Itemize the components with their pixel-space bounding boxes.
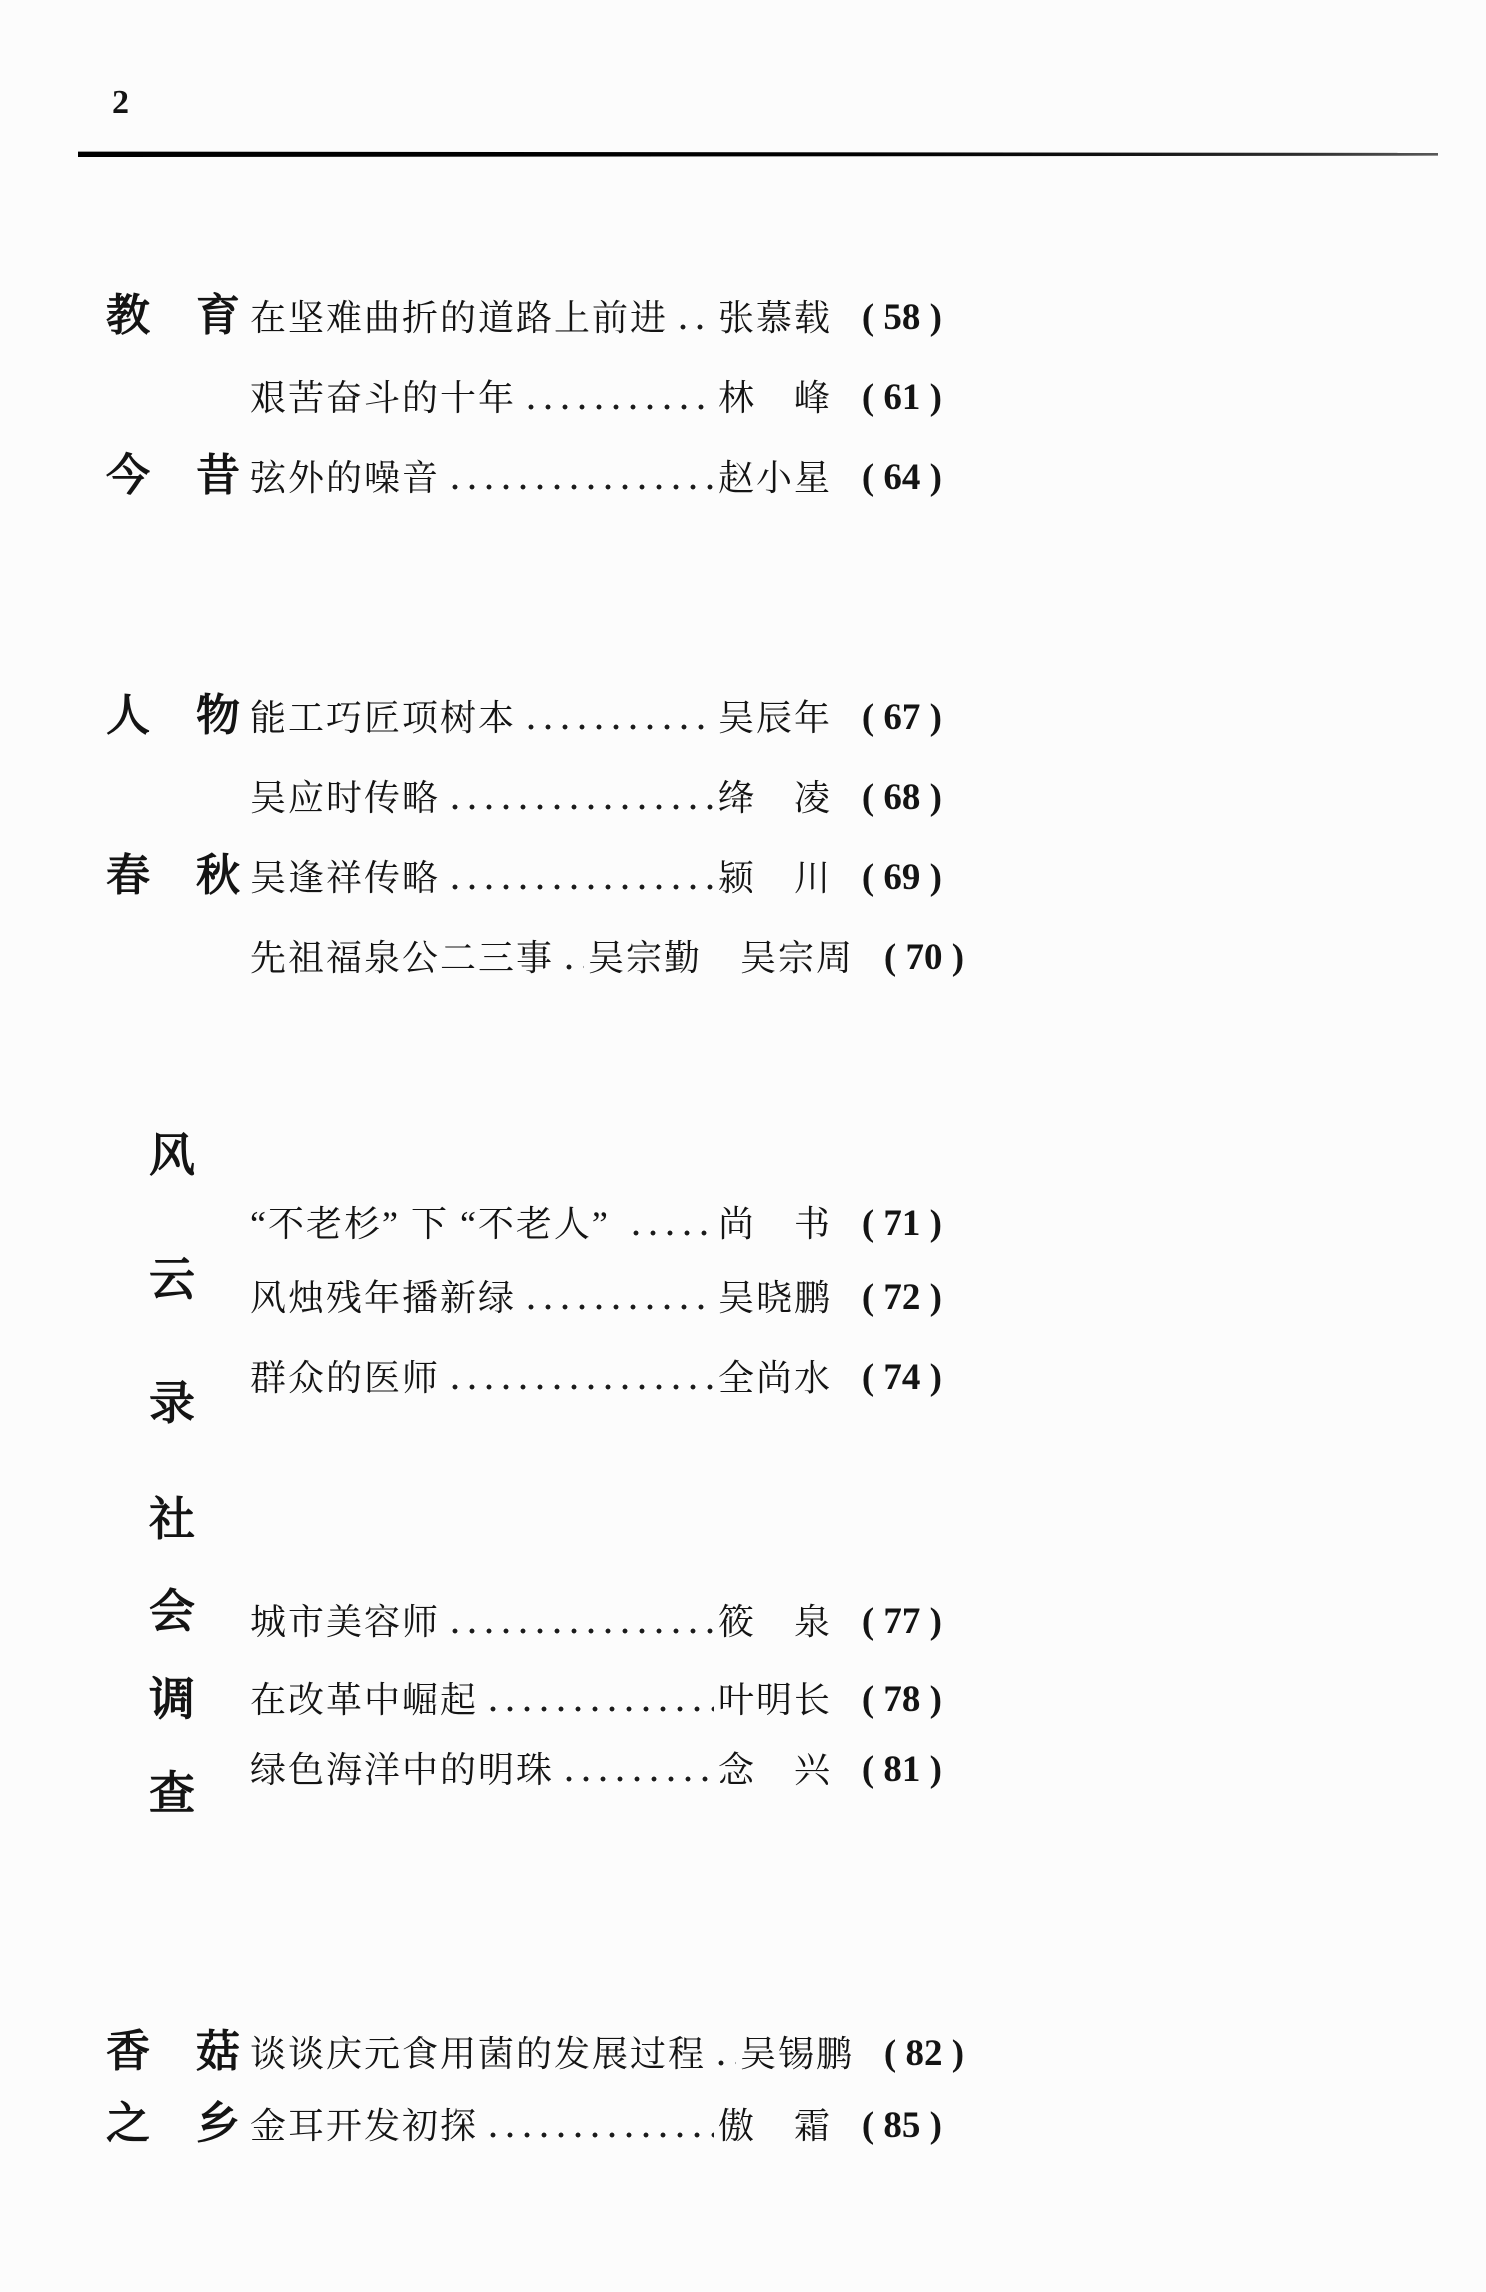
entry-title: 群众的医师 [250, 1357, 441, 1398]
entry-page-number: ( 64 ) [861, 457, 942, 499]
entry-author: 吴锡鹏 [740, 2033, 855, 2074]
entry-page-number: ( 68 ) [861, 777, 942, 819]
entry-title: 谈谈庆元食用菌的发展过程 [250, 2033, 707, 2074]
entry-page-number: ( 67 ) [861, 697, 942, 739]
toc-entry-row [250, 768, 942, 820]
section-label-lu: 录 [149, 1377, 195, 1429]
toc-entry-row [250, 368, 942, 420]
section-label-jinxi: 今 昔 [106, 451, 241, 500]
entry-title: 先祖福泉公二三事 [250, 937, 555, 978]
entry-title: 吴应时传略 [250, 777, 441, 818]
dot-leader [448, 1627, 714, 1635]
entry-author: 念 兴 [717, 1749, 832, 1790]
toc-entry-row [250, 848, 942, 900]
section-label-renwu: 人 物 [106, 691, 241, 740]
entry-page-number: ( 70 ) [883, 937, 965, 979]
dot-leader [448, 1383, 714, 1391]
toc-entry-row [250, 288, 942, 340]
toc-entry-row [250, 2096, 942, 2148]
entry-title: 吴逢祥传略 [250, 857, 441, 898]
entry-author: 傲 霜 [717, 2105, 832, 2146]
dot-leader [524, 723, 714, 731]
section-label-cha: 查 [149, 1767, 195, 1819]
divider-rule [78, 151, 1438, 157]
entry-page-number: ( 69 ) [861, 857, 942, 899]
dot-leader [714, 2059, 736, 2067]
entry-author: 吴辰年 [717, 697, 832, 738]
page-number: 2 [112, 84, 129, 121]
entry-author: 绛 凌 [717, 777, 832, 818]
entry-title: 在改革中崛起 [250, 1679, 479, 1720]
dot-leader [562, 1775, 714, 1783]
toc-entry-row [250, 2024, 965, 2076]
section-label-she: 社 [149, 1493, 195, 1545]
entry-author: 吴宗勤 吴宗周 [588, 937, 855, 978]
entry-page-number: ( 72 ) [861, 1277, 942, 1319]
section-label-chunqiu: 春 秋 [106, 851, 241, 900]
toc-entry-row [250, 1670, 942, 1722]
toc-entry-row [250, 1194, 942, 1246]
entry-author: 筱 泉 [717, 1601, 832, 1642]
entry-author: 颍 川 [717, 857, 832, 898]
toc-entry-row [250, 1592, 942, 1644]
toc-entry-row [250, 928, 965, 980]
section-label-jiaoyu: 教 育 [106, 291, 241, 340]
entry-author: 林 峰 [717, 377, 832, 418]
toc-entry-row [250, 1740, 942, 1792]
entry-title: 风烛残年播新绿 [250, 1277, 517, 1318]
entry-author: 赵小星 [717, 457, 832, 498]
section-label-diao: 调 [149, 1673, 195, 1725]
entry-page-number: ( 71 ) [861, 1203, 942, 1245]
dot-leader [486, 1705, 714, 1713]
entry-author: 吴晓鹏 [717, 1277, 832, 1318]
entry-author: 尚 书 [717, 1203, 832, 1244]
entry-title: 金耳开发初探 [250, 2105, 479, 2146]
entry-author: 全尚水 [717, 1357, 832, 1398]
section-label-hui: 会 [149, 1585, 195, 1637]
toc-entry-row [250, 448, 942, 500]
toc-entry-row [250, 1268, 942, 1320]
section-label-feng: 风 [149, 1129, 195, 1181]
entry-page-number: ( 85 ) [861, 2105, 942, 2147]
dot-leader [486, 2131, 714, 2139]
entry-author: 张慕载 [717, 297, 832, 338]
dot-leader [524, 403, 714, 411]
section-label-zhixiang: 之 乡 [106, 2099, 241, 2148]
section-label-yun: 云 [149, 1253, 195, 1305]
entry-page-number: ( 58 ) [861, 297, 942, 339]
entry-title: 弦外的噪音 [250, 457, 441, 498]
toc-entry-row [250, 1348, 942, 1400]
entry-title: 艰苦奋斗的十年 [250, 377, 517, 418]
entry-page-number: ( 82 ) [883, 2033, 965, 2075]
entry-page-number: ( 74 ) [861, 1357, 942, 1399]
dot-leader [629, 1229, 714, 1237]
entry-author: 叶明长 [717, 1679, 832, 1720]
dot-leader [676, 323, 714, 331]
entry-title: 能工巧匠项树本 [250, 697, 517, 738]
entry-page-number: ( 78 ) [861, 1679, 942, 1721]
dot-leader [448, 803, 714, 811]
entry-page-number: ( 81 ) [861, 1749, 942, 1791]
section-label-xianggu: 香 菇 [106, 2027, 241, 2076]
entry-title: 城市美容师 [250, 1601, 441, 1642]
entry-page-number: ( 77 ) [861, 1601, 942, 1643]
dot-leader [524, 1303, 714, 1311]
entry-title: 在坚难曲折的道路上前进 [250, 297, 669, 338]
entry-page-number: ( 61 ) [861, 377, 942, 419]
dot-leader [562, 963, 584, 971]
dot-leader [448, 883, 714, 891]
toc-entry-row [250, 688, 942, 740]
dot-leader [448, 483, 714, 491]
entry-title: 绿色海洋中的明珠 [250, 1749, 555, 1790]
entry-title: “不老杉” 下 “不老人” [250, 1203, 621, 1244]
